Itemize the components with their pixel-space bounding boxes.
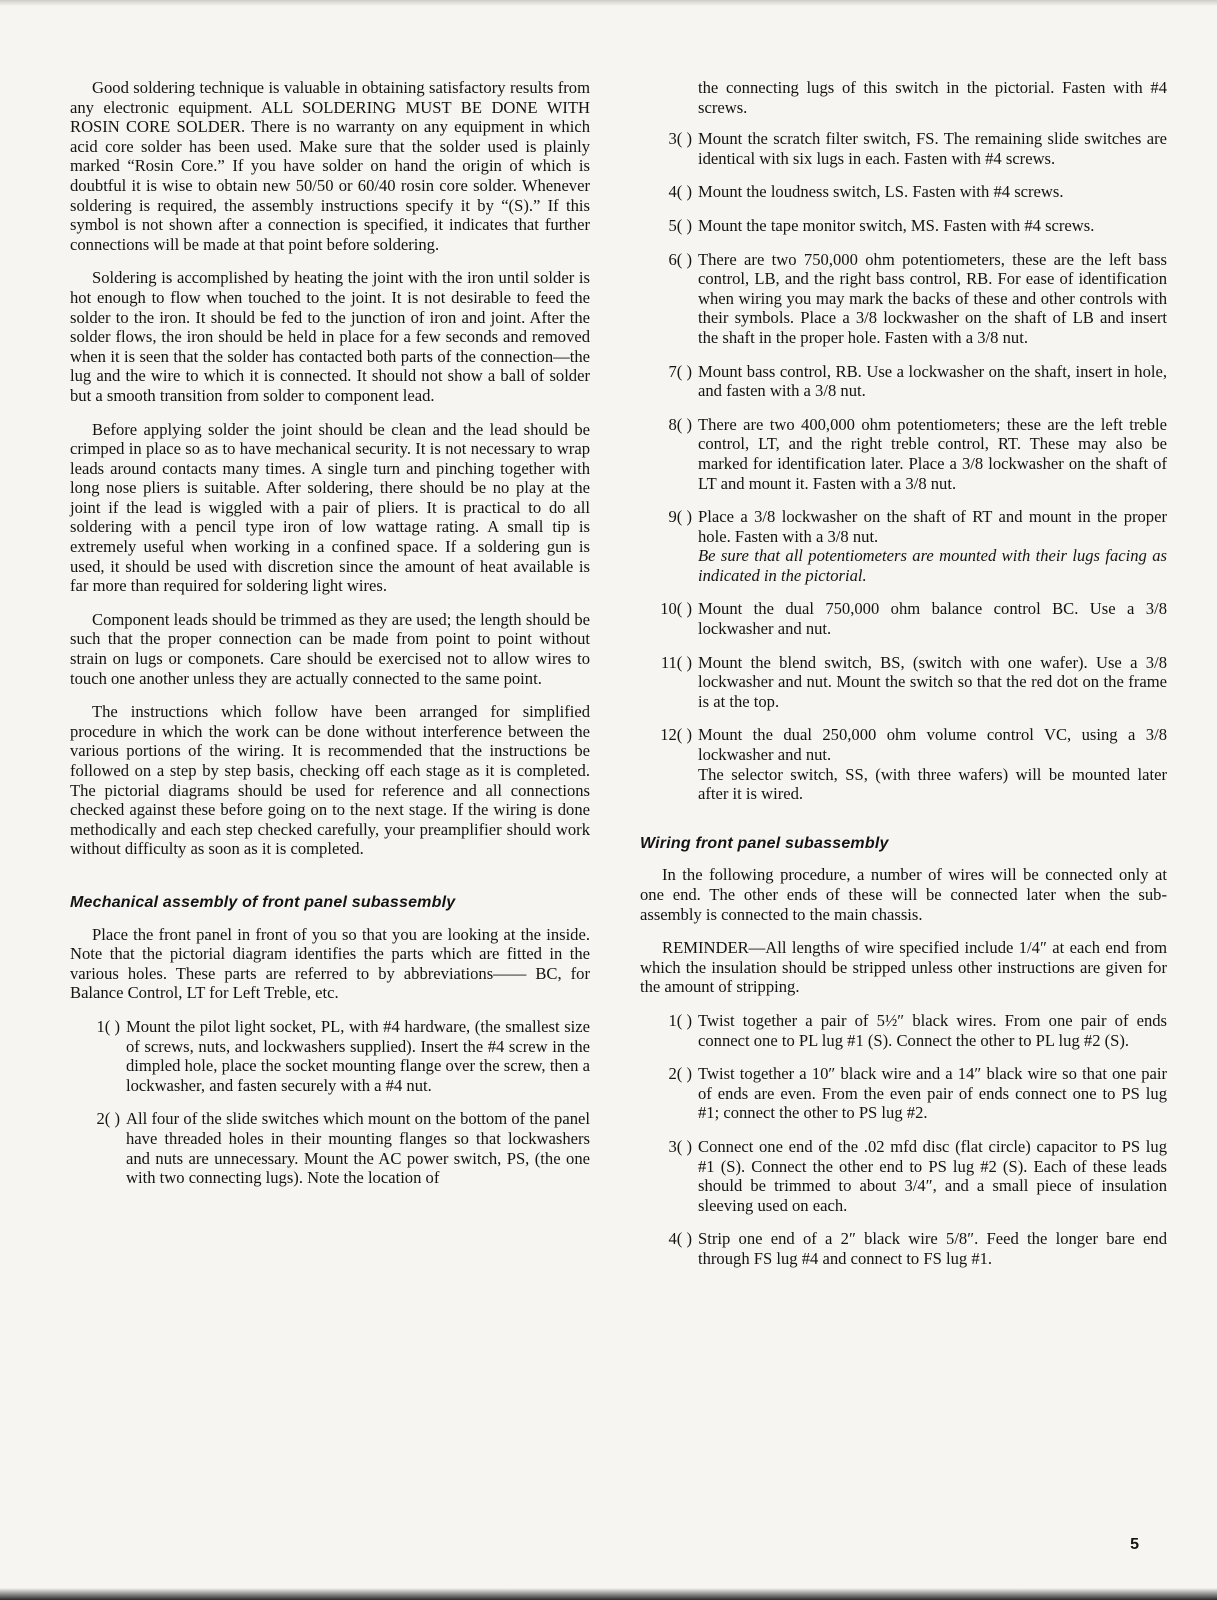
step-checkbox[interactable]: 11( ) <box>660 652 692 672</box>
paragraph-wiring-intro: In the following procedure, a number of wires will be connected only at one end. The other ends of these will be connected later when the sub-assembly is connected to the main chassis. <box>640 865 1167 924</box>
section-heading-mechanical-assembly: Mechanical assembly of front panel subassembly <box>70 893 456 911</box>
mechanical-step-9[interactable] <box>640 507 1167 585</box>
mechanical-step-2-continued <box>640 78 1167 117</box>
paragraph-soldering-method: Soldering is accomplished by heating the joint with the iron until solder is hot enough to flow when touched to the joint. It is not desirable to feed the solder to the iron. It should be fed to the junction of iron and joint. After the solder flows, the iron should be held in place for a few seconds and removed when it is seen that the solder has contacted both parts of the connection—the lug and the wire to which it is connected. It should not show a ball of solder but a smooth transition from solder to component lead. <box>70 268 590 405</box>
scan-edge-bottom <box>0 1588 1217 1600</box>
paragraph-procedure: The instructions which follow have been arranged for simplified procedure in which the work can be done without interference between the various portions of the wiring. It is recommended that the instructions be followed on a step by step basis, checking off each stage as it is completed. The pictorial diagrams should be used for reference and all connections checked against these before going on to the next stage. If the wiring is done methodically and each step checked carefully, your preamplifier should work without difficulty as soon as it is completed. <box>70 702 590 859</box>
step-text: All four of the slide switches which mount on the bottom of the panel have threaded holes in their mounting flanges so that lockwashers and nuts are unnecessary. Mount the AC power switch, PS, (the one with two connecting lugs). Note the location of <box>126 1109 590 1188</box>
mechanical-step-4[interactable] <box>640 182 1167 202</box>
paragraph-mechanical-intro: Place the front panel in front of you so that you are looking at the inside. Note that the pictorial diagram identifies the parts which are fitted in the various holes. These parts are referred to by abbreviations—— BC, for Balance Control, LT for Left Treble, etc. <box>70 924 590 1003</box>
step-text: Mount the tape monitor switch, MS. Fasten with #4 screws. <box>698 215 1095 235</box>
step-text: Mount the scratch filter switch, FS. The remaining slide switches are identical with six lugs in each. Fasten with #4 screws. <box>698 129 1167 168</box>
paragraph-soldering-technique: Good soldering technique is valuable in obtaining satisfactory results from any electronic equipment. ALL SOLDERING MUST BE DONE WITH ROSIN CORE SOLDER. There is no warranty on any equipment in which acid core solder has been used. Make sure that the solder used is plainly marked “Rosin Core.” If you have solder on hand the origin of which is doubtful it is wise to obtain new 50/50 or 60/40 rosin core solder. Whenever soldering is required, the assembly instructions specify it by “(S).” If this symbol is not shown after a connection is specified, it indicates that further connections will be made at that point before soldering. <box>70 78 590 254</box>
mechanical-step-5[interactable] <box>640 216 1167 236</box>
wiring-step-4[interactable] <box>640 1229 1167 1268</box>
step-text: There are two 400,000 ohm potentiometers; these are the left treble control, LT, and the right treble control, RT. These may also be marked for identification later. Place a 3/8 lockwasher on the shaft of LT and mount it. Fasten with a 3/8 nut. <box>698 414 1167 493</box>
step-text: Strip one end of a 2″ black wire 5/8″. Feed the longer bare end through FS lug #4 and connect to FS lug #1. <box>698 1229 1167 1268</box>
step-checkbox[interactable]: 8( ) <box>668 414 692 434</box>
step-checkbox[interactable]: 9( ) <box>668 507 692 527</box>
page-number: 5 <box>1130 1536 1139 1553</box>
left-column <box>70 78 590 1202</box>
mechanical-step-11[interactable] <box>640 653 1167 712</box>
step-text: Mount the loudness switch, LS. Fasten with #4 screws. <box>698 182 1064 202</box>
step-text-continuation: the connecting lugs of this switch in the pictorial. Fasten with #4 screws. <box>698 78 1167 117</box>
step-text: Twist together a 10″ black wire and a 14″ black wire so that one pair of ends are even. From the even pair of ends connect one to PS lug #1; connect the other to PS lug #2. <box>698 1064 1167 1123</box>
step-checkbox[interactable]: 10( ) <box>660 599 692 619</box>
wiring-step-2[interactable] <box>640 1064 1167 1123</box>
step-checkbox[interactable]: 4( ) <box>668 182 692 202</box>
step-text: Mount the blend switch, BS, (switch with one wafer). Use a 3/8 lockwasher and nut. Mount the switch so that the red dot on the frame is at the top. <box>698 652 1167 711</box>
scan-edge-top <box>0 0 1217 6</box>
step-note-italic: Be sure that all potentiometers are mounted with their lugs facing as indicated in the pictorial. <box>698 546 1167 585</box>
step-checkbox[interactable]: 1( ) <box>668 1010 692 1030</box>
step-checkbox[interactable]: 3( ) <box>668 1136 692 1156</box>
wiring-step-3[interactable] <box>640 1137 1167 1215</box>
step-checkbox[interactable]: 3( ) <box>668 129 692 149</box>
step-text: Mount the dual 750,000 ohm balance control BC. Use a 3/8 lockwasher and nut. <box>698 599 1167 639</box>
step-text: Place a 3/8 lockwasher on the shaft of RT and mount in the proper hole. Fasten with a 3/8 nut. <box>698 507 1167 546</box>
mechanical-step-1[interactable] <box>70 1017 590 1095</box>
step-checkbox[interactable]: 2( ) <box>96 1109 120 1129</box>
step-checkbox[interactable]: 5( ) <box>668 215 692 235</box>
step-text: There are two 750,000 ohm potentiometers, these are the left bass control, LB, and the right bass control, RB. For ease of identification when wiring you may mark the backs of these and other controls with their symbols. Place a 3/8 lockwasher on the shaft of LB and insert the shaft in the proper hole. Fasten with a 3/8 nut. <box>698 249 1167 347</box>
step-checkbox[interactable]: 2( ) <box>668 1064 692 1084</box>
right-column <box>640 78 1167 1283</box>
wiring-step-1[interactable] <box>640 1011 1167 1050</box>
section-heading-wiring: Wiring front panel subassembly <box>640 834 889 852</box>
step-text: Twist together a pair of 5½″ black wires. From one pair of ends connect one to PL lug #1 (S). Connect the other to PL lug #2 (S). <box>698 1010 1167 1050</box>
step-checkbox[interactable]: 6( ) <box>668 249 692 269</box>
step-text: Mount the dual 250,000 ohm volume control VC, using a 3/8 lockwasher and nut. <box>698 725 1167 765</box>
paragraph-joint-preparation: Before applying solder the joint should be clean and the lead should be crimped in place so as to have mechanical security. It is not necessary to wrap leads around contacts many times. A single turn and pinching together with long nose pliers is suitable. After soldering, there should be no play at the joint if the lead is wiggled with a pair of pliers. It is practical to do all soldering with a pencil type iron of low wattage rating. A small tip is extremely useful when working in a confined space. If a soldering gun is used, it should be used with discretion since the amount of heat available is far more than required for soldering light wires. <box>70 419 590 596</box>
mechanical-step-12[interactable] <box>640 725 1167 803</box>
step-text: Connect one end of the .02 mfd disc (flat circle) capacitor to PS lug #1 (S). Connect the other end to PS lug #2 (S). Each of these leads should be trimmed to about 3/4″, and a small piece of insulation sleeving used on each. <box>698 1136 1167 1215</box>
paragraph-reminder: REMINDER—All lengths of wire specified include 1/4″ at each end from which the insulation should be stripped unless other instructions are given for the amount of stripping. <box>640 938 1167 997</box>
mechanical-step-8[interactable] <box>640 415 1167 493</box>
mechanical-step-2[interactable] <box>70 1109 590 1187</box>
step-checkbox[interactable]: 1( ) <box>96 1016 120 1036</box>
mechanical-step-10[interactable] <box>640 599 1167 638</box>
step-checkbox[interactable]: 7( ) <box>668 361 692 381</box>
step-text: Mount bass control, RB. Use a lockwasher on the shaft, insert in hole, and fasten with a 3/8 nut. <box>698 361 1167 401</box>
step-text-extra: The selector switch, SS, (with three wafers) will be mounted later after it is wired. <box>698 764 1167 804</box>
mechanical-step-3[interactable] <box>640 129 1167 168</box>
mechanical-step-7[interactable] <box>640 362 1167 401</box>
paragraph-component-leads: Component leads should be trimmed as they are used; the length should be such that the proper connection can be made from point to point without strain on lugs or componets. Care should be exercised not to allow wires to touch one another unless they are actually connected to the same point. <box>70 609 590 688</box>
step-text: Mount the pilot light socket, PL, with #4 hardware, (the smallest size of screws, nuts, and lockwashers supplied). Insert the #4 screw in the dimpled hole, place the socket mounting flange over the screw, then a lockwasher, and fasten securely with a #4 nut. <box>126 1016 590 1095</box>
step-checkbox[interactable]: 12( ) <box>660 725 692 745</box>
mechanical-step-6[interactable] <box>640 250 1167 348</box>
step-checkbox[interactable]: 4( ) <box>668 1229 692 1249</box>
